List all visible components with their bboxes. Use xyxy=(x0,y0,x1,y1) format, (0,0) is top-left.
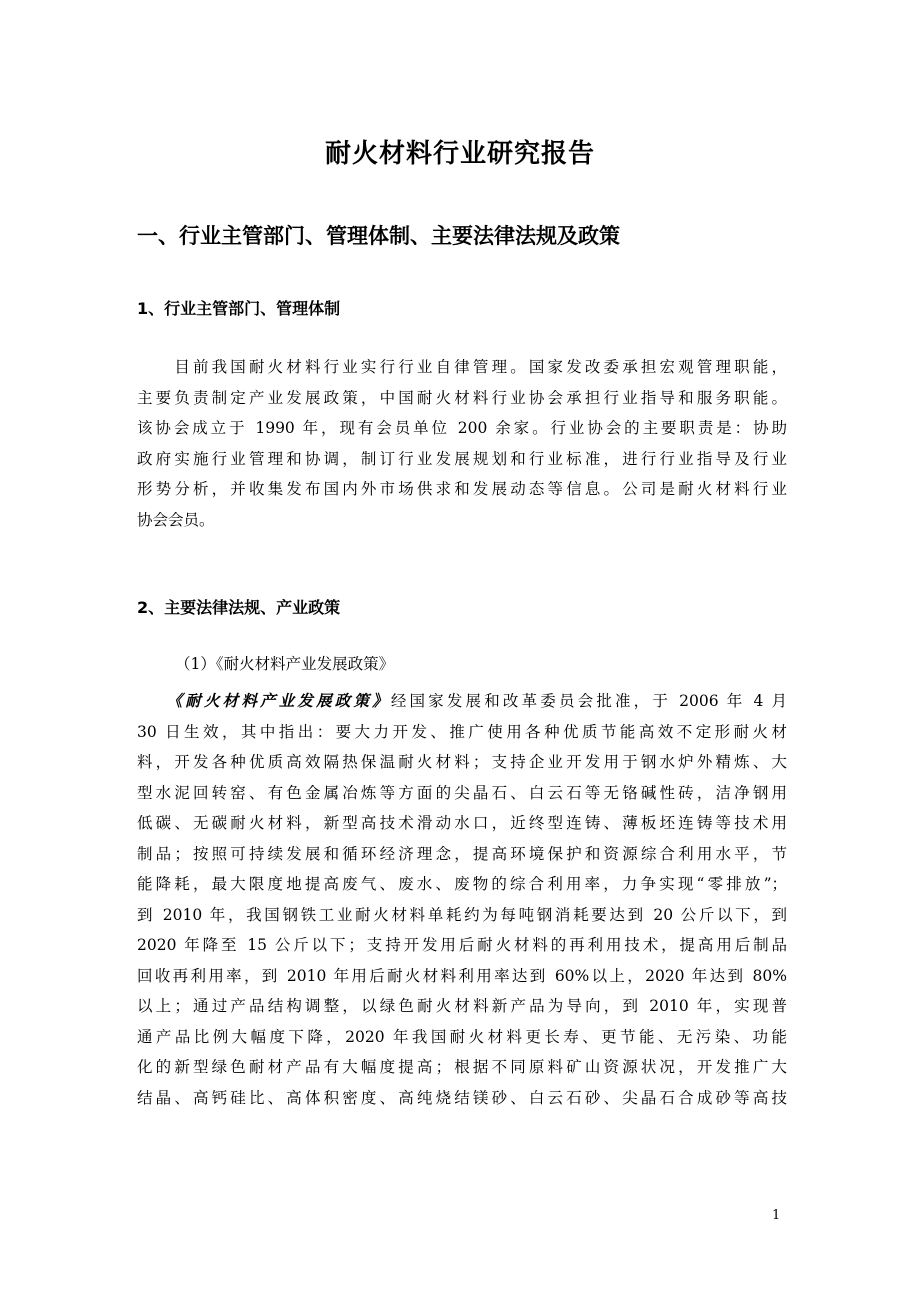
paragraph-policy xyxy=(137,686,787,1113)
paragraph-line: 主要负责制定产业发展政策，中国耐火材料行业协会承担行业指导和服务职能。 xyxy=(137,388,787,407)
policy-name: 《耐火材料产业发展政策》 xyxy=(174,691,391,710)
paragraph-line: 政府实施行业管理和协调，制订行业发展规划和行业标准，进行行业指导及行业 xyxy=(137,449,787,468)
subsection-heading-1: 1、行业主管部门、管理体制 xyxy=(137,299,341,318)
paragraph-line: 料，开发各种优质高效隔热保温耐火材料；支持企业开发用于钢水炉外精炼、大 xyxy=(137,753,787,771)
section-heading: 一、行业主管部门、管理体制、主要法律法规及政策 xyxy=(137,224,620,248)
paragraph-line: 结晶、高钙硅比、高体积密度、高纯烧结镁砂、白云石砂、尖晶石合成砂等高技 xyxy=(137,1088,787,1107)
paragraph-line: 到 2010 年，我国钢铁工业耐火材料单耗约为每吨钢消耗要达到 20 公斤以下，到 xyxy=(137,905,787,924)
paragraph-line: 回收再利用率，到 2010 年用后耐火材料利用率达到 60%以上，2020 年达到 80% xyxy=(137,966,787,985)
policy-item-label: （1）《耐火材料产业发展政策》 xyxy=(175,655,395,673)
document-title: 耐火材料行业研究报告 xyxy=(324,139,595,169)
paragraph-line: 制品；按照可持续发展和循环经济理念，提高环境保护和资源综合利用水平，节 xyxy=(137,844,787,863)
paragraph-line: 30 日生效，其中指出：要大力开发、推广使用各种优质节能高效不定形耐火材 xyxy=(137,722,787,741)
policy-first-line-rest: 经国家发展和改革委员会批准，于 2006 年 4 月 xyxy=(390,692,787,710)
paragraph-line: 低碳、无碳耐火材料，新型高技术滑动水口，近终型连铸、薄板坯连铸等技术用 xyxy=(137,814,787,832)
page-number: 1 xyxy=(772,1208,781,1223)
paragraph-line: 通产品比例大幅度下降，2020 年我国耐火材料更长寿、更节能、无污染、功能 xyxy=(137,1027,787,1046)
paragraph-management xyxy=(137,352,787,535)
paragraph-line: 2020 年降至 15 公斤以下；支持开发用后耐火材料的再利用技术，提高用后制品 xyxy=(137,936,787,954)
paragraph-line: 形势分析，并收集发布国内外市场供求和发展动态等信息。公司是耐火材料行业 xyxy=(137,480,787,498)
subsection-heading-2: 2、主要法律法规、产业政策 xyxy=(137,598,341,617)
paragraph-line: 该协会成立于 1990 年，现有会员单位 200 余家。行业协会的主要职责是：协助 xyxy=(137,419,787,437)
paragraph-line: 协会会员。 xyxy=(137,510,215,529)
paragraph-line: 化的新型绿色耐材产品有大幅度提高；根据不同原料矿山资源状况，开发推广大 xyxy=(137,1058,787,1076)
paragraph-line-first xyxy=(137,686,787,717)
paragraph-line: 能降耗，最大限度地提高废气、废水、废物的综合利用率，力争实现“零排放”； xyxy=(137,875,787,893)
paragraph-line: 以上；通过产品结构调整，以绿色耐火材料新产品为导向，到 2010 年，实现普 xyxy=(137,997,787,1015)
paragraph-line: 目前我国耐火材料行业实行行业自律管理。国家发改委承担宏观管理职能， xyxy=(137,358,787,376)
paragraph-line: 型水泥回转窑、有色金属冶炼等方面的尖晶石、白云石等无铬碱性砖，洁净钢用 xyxy=(137,783,787,802)
